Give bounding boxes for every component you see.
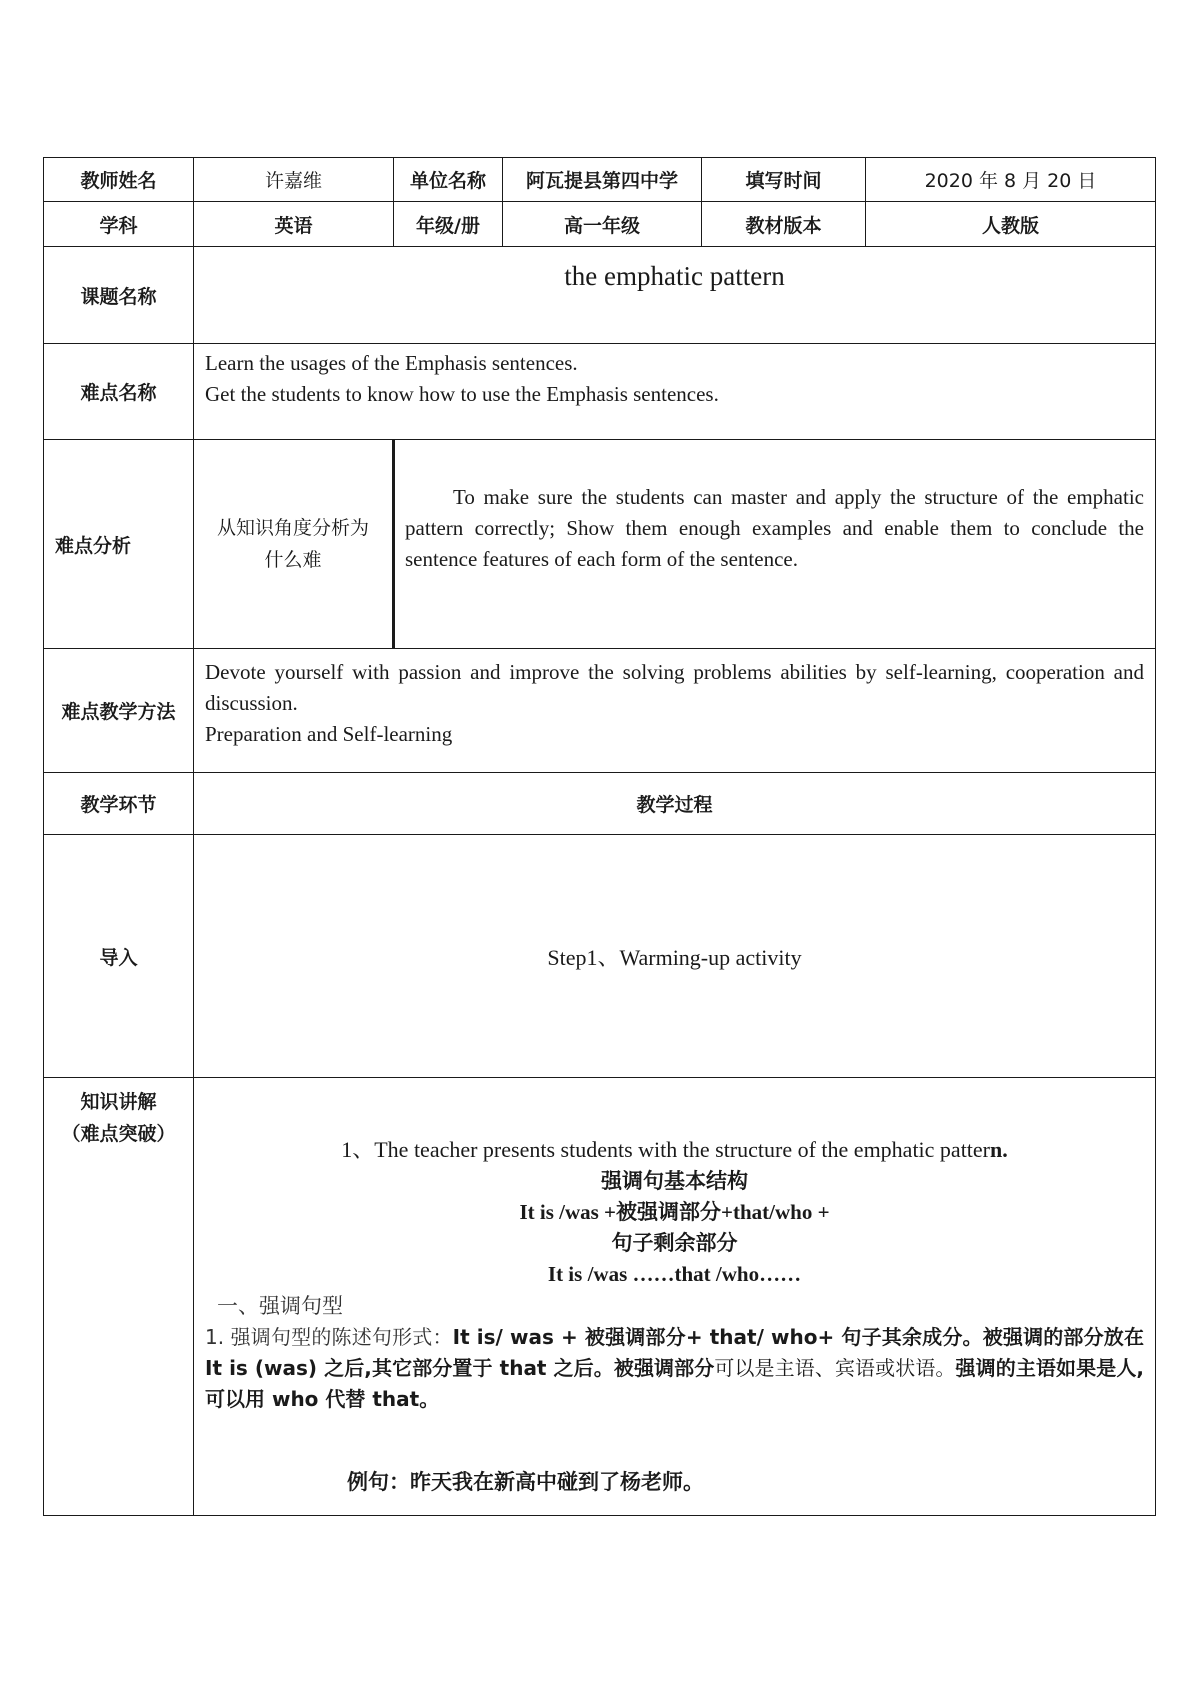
knowledge-label-line-2: （难点突破） [61, 1123, 176, 1145]
grade-label: 年级/册 [394, 202, 503, 247]
grade-value: 高一年级 [503, 202, 702, 247]
knowledge-cell [194, 1078, 1156, 1516]
intro-cell [194, 835, 1156, 1078]
process-header-row [44, 773, 1156, 835]
difficulty-line-1: Learn the usages of the Emphasis sentences. [205, 351, 578, 375]
para-part-3: 可以是主语、宾语或状语。 [714, 1356, 956, 1380]
fill-date-value: 2020 年 8 月 20 日 [866, 158, 1156, 202]
difficulty-line-2: Get the students to know how to use the Emphasis sentences. [205, 382, 719, 406]
fill-date-label: 填写时间 [702, 158, 866, 202]
knowledge-row [44, 1078, 1156, 1516]
analysis-cell [394, 440, 1156, 649]
knowledge-label-line-1: 知识讲解 [80, 1091, 157, 1113]
intro-label: 导入 [44, 835, 194, 1078]
method-row [44, 649, 1156, 773]
difficulty-cell [194, 344, 1156, 440]
method-cell [194, 649, 1156, 773]
structure-formula: It is /was +被强调部分+that/who + [519, 1200, 830, 1224]
teacher-name-label: 教师姓名 [44, 158, 194, 202]
structure-paragraph [205, 1322, 1144, 1415]
analysis-row [44, 440, 1156, 649]
analysis-label: 难点分析 [44, 440, 194, 649]
structure-short: It is /was ……that /who…… [547, 1262, 802, 1286]
example-sentence: 例句：昨天我在新高中碰到了杨老师。 [347, 1470, 704, 1494]
process-stage-label: 教学环节 [44, 773, 194, 835]
section-heading: 一、强调句型 [217, 1294, 343, 1318]
method-text-1: Devote yourself with passion and improve the solving problems abilities by self-learning, cooperation and discussion. [205, 660, 1144, 715]
knowledge-step-text: 1、The teacher presents students with the structure of the emphatic patter [341, 1137, 991, 1162]
edition-label: 教材版本 [702, 202, 866, 247]
subject-value: 英语 [194, 202, 394, 247]
method-label: 难点教学方法 [44, 649, 194, 773]
para-part-4: 强调的主语如果是人,可以用 who 代替 that。 [205, 1356, 1145, 1411]
header-row-2 [44, 202, 1156, 247]
subject-label: 学科 [44, 202, 194, 247]
topic-cell [194, 247, 1156, 344]
process-header-value: 教学过程 [194, 773, 1156, 835]
intro-text: Step1、Warming-up activity [547, 944, 802, 970]
analysis-sublabel: 从知识角度分析为什么难 [194, 440, 394, 649]
difficulty-row [44, 344, 1156, 440]
para-part-2: It is/ was + 被强调部分+ that/ who+ 句子其余成分。被强调的部分放在 It is (was) 之后,其它部分置于 that 之后。被强调部分 [205, 1325, 1144, 1380]
analysis-text: To make sure the students can master and apply the structure of the emphatic pattern correctly; Show them enough examples and enable them to conclude the sentence features of each form of the sentence. [405, 485, 1144, 571]
structure-title: 强调句基本结构 [601, 1169, 748, 1193]
unit-name-value: 阿瓦提县第四中学 [503, 158, 702, 202]
topic-value: the emphatic pattern [564, 261, 785, 291]
structure-rest: 句子剩余部分 [611, 1231, 738, 1255]
edition-value: 人教版 [866, 202, 1156, 247]
knowledge-step-1 [205, 1134, 1144, 1166]
topic-row [44, 247, 1156, 344]
unit-name-label: 单位名称 [394, 158, 503, 202]
lesson-plan-page [43, 157, 1155, 1516]
header-row-1 [44, 158, 1156, 202]
knowledge-label-cell [44, 1078, 194, 1516]
intro-row [44, 835, 1156, 1078]
teacher-name-value: 许嘉维 [194, 158, 394, 202]
knowledge-step-bold: n. [990, 1137, 1008, 1162]
lesson-plan-table [43, 157, 1156, 1516]
para-part-1: 1. 强调句型的陈述句形式： [205, 1325, 453, 1349]
method-text-2: Preparation and Self-learning [205, 722, 453, 746]
difficulty-label: 难点名称 [44, 344, 194, 440]
topic-label: 课题名称 [44, 247, 194, 344]
